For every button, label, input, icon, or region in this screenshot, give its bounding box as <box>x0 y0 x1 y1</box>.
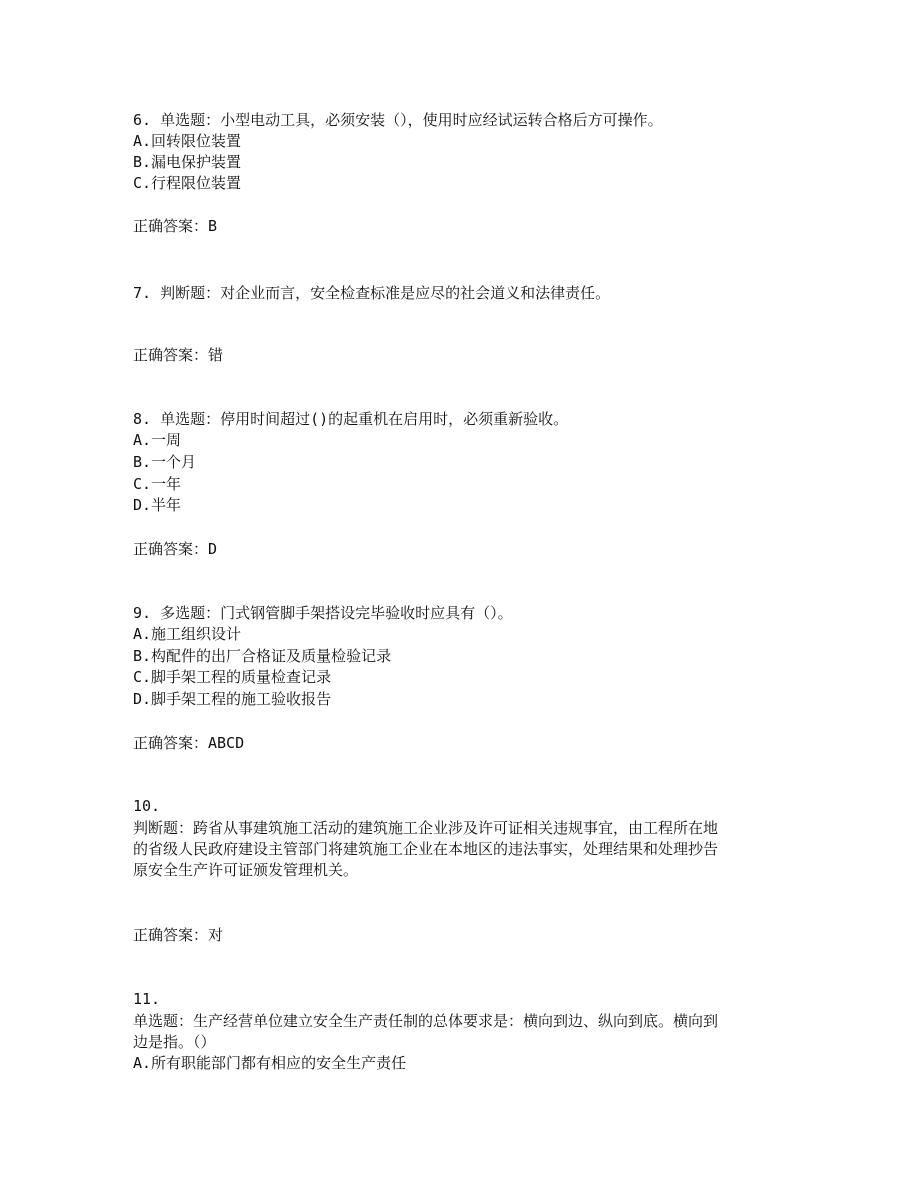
question-11-number: 11. <box>133 990 161 1008</box>
question-6-stem: 6. 单选题：小型电动工具，必须安装（），使用时应经试运转合格后方可操作。 <box>133 111 663 129</box>
question-8-option-d: D.半年 <box>133 496 182 514</box>
question-9-stem: 9. 多选题：门式钢管脚手架搭设完毕验收时应具有（）。 <box>133 604 513 622</box>
question-7-stem: 7. 判断题：对企业而言，安全检查标准是应尽的社会道义和法律责任。 <box>133 284 611 302</box>
question-9-answer: 正确答案：ABCD <box>133 734 245 752</box>
question-9-option-a: A.施工组织设计 <box>133 625 242 643</box>
question-10-number: 10. <box>133 797 161 815</box>
question-10-stem-line-3: 原安全生产许可证颁发管理机关。 <box>133 861 359 879</box>
question-6-option-c: C.行程限位装置 <box>133 174 242 192</box>
question-9-option-d: D.脚手架工程的施工验收报告 <box>133 690 332 708</box>
question-8-stem: 8. 单选题：停用时间超过()的起重机在启用时，必须重新验收。 <box>133 410 569 428</box>
question-10-stem-line-2: 的省级人民政府建设主管部门将建筑施工企业在本地区的违法事实，处理结果和处理抄告 <box>133 840 719 858</box>
question-6-option-a: A.回转限位装置 <box>133 132 242 150</box>
question-11-option-a: A.所有职能部门都有相应的安全生产责任 <box>133 1054 407 1072</box>
question-6-answer: 正确答案：B <box>133 217 218 235</box>
question-6-option-b: B.漏电保护装置 <box>133 153 242 171</box>
question-8-option-a: A.一周 <box>133 431 182 449</box>
question-10-answer: 正确答案：对 <box>133 926 224 944</box>
question-7-answer: 正确答案：错 <box>133 346 224 364</box>
question-10-stem-line-1: 判断题：跨省从事建筑施工活动的建筑施工企业涉及许可证相关违规事宜，由工程所在地 <box>133 819 719 837</box>
question-8-answer: 正确答案：D <box>133 540 218 558</box>
question-11-stem-line-1: 单选题：生产经营单位建立安全生产责任制的总体要求是：横向到边、纵向到底。横向到 <box>133 1012 719 1030</box>
question-9-option-b: B.构配件的出厂合格证及质量检验记录 <box>133 647 392 665</box>
question-8-option-c: C.一年 <box>133 475 182 493</box>
question-9-option-c: C.脚手架工程的质量检查记录 <box>133 668 332 686</box>
question-8-option-b: B.一个月 <box>133 453 197 471</box>
question-11-stem-line-2: 边是指。（） <box>133 1033 216 1051</box>
